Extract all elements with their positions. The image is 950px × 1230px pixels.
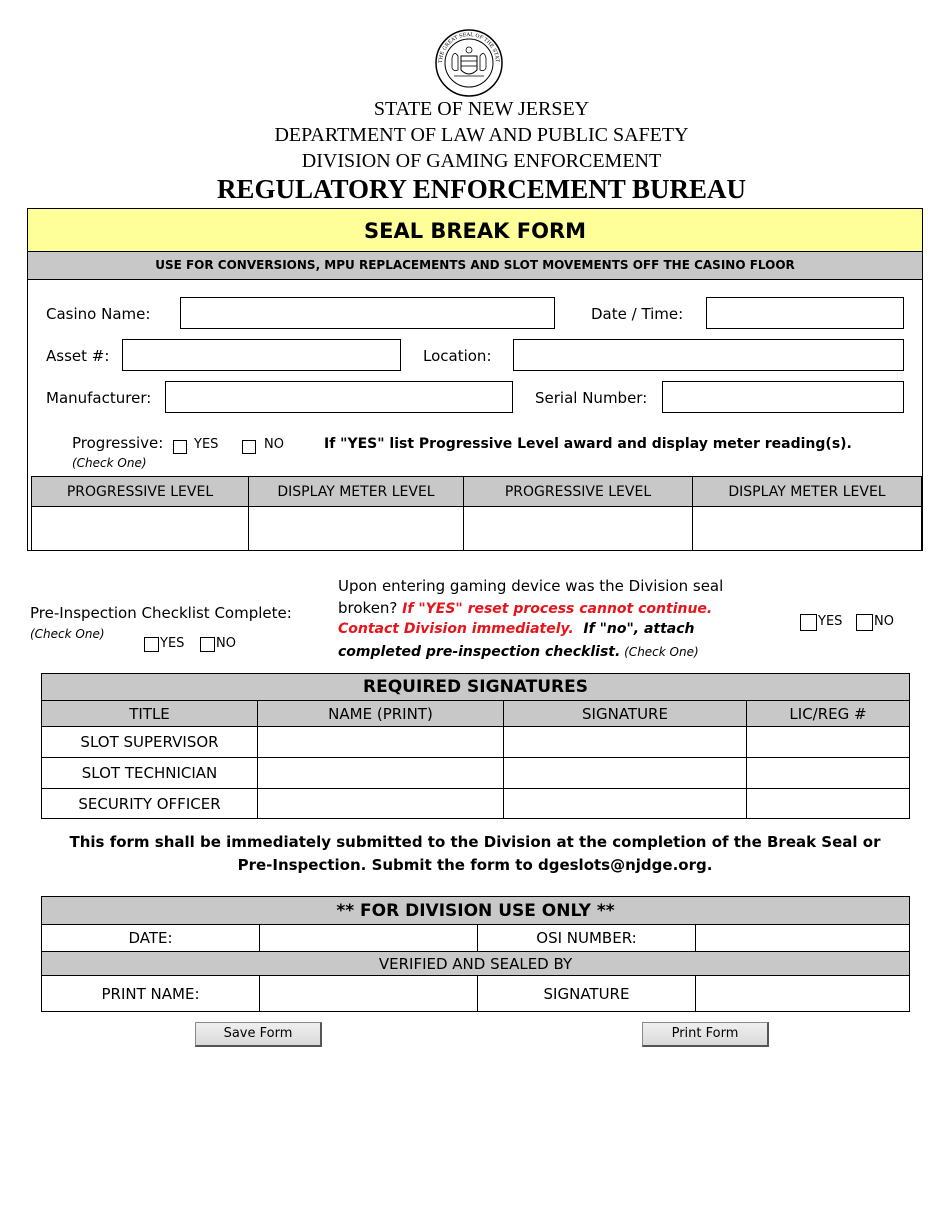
casino-name-label: Casino Name: [46, 305, 151, 323]
serial-number-input[interactable] [662, 381, 904, 413]
display-meter-input-2[interactable] [693, 507, 922, 551]
security-officer-licreg-input[interactable] [747, 789, 910, 819]
slot-technician-name-input[interactable] [258, 758, 504, 789]
seal-question-broken: broken? [338, 599, 403, 617]
display-meter-level-header: DISPLAY METER LEVEL [693, 477, 922, 507]
progressive-level-header: PROGRESSIVE LEVEL [464, 477, 693, 507]
division-print-name-label: PRINT NAME: [42, 976, 260, 1012]
signatures-title-header: TITLE [42, 701, 258, 727]
manufacturer-label: Manufacturer: [46, 389, 152, 407]
progressive-no-label: NO [264, 437, 284, 452]
progressive-yes-label: YES [194, 437, 219, 452]
progressive-label: Progressive: [72, 434, 164, 452]
manufacturer-input[interactable] [165, 381, 513, 413]
display-meter-level-header: DISPLAY METER LEVEL [249, 477, 464, 507]
location-input[interactable] [513, 339, 904, 371]
preinspection-check-one: (Check One) [30, 627, 105, 641]
division-signature-input[interactable] [696, 976, 910, 1012]
table-row [42, 758, 910, 789]
signatures-title: REQUIRED SIGNATURES [42, 674, 910, 701]
table-row [42, 727, 910, 758]
preinspection-no-checkbox[interactable] [200, 637, 215, 652]
seal-broken-yes-checkbox[interactable] [800, 614, 817, 631]
division-date-label: DATE: [42, 925, 260, 952]
progressive-level-header: PROGRESSIVE LEVEL [32, 477, 249, 507]
signatures-licreg-header: LIC/REG # [747, 701, 910, 727]
slot-supervisor-licreg-input[interactable] [747, 727, 910, 758]
seal-broken-yes-label: YES [818, 614, 843, 629]
progressive-note: If "YES" list Progressive Level award and display meter reading(s). [324, 436, 852, 452]
slot-supervisor-signature-input[interactable] [504, 727, 747, 758]
save-form-button[interactable]: Save Form [195, 1022, 322, 1047]
print-form-button[interactable]: Print Form [642, 1022, 769, 1047]
division-verified-label: VERIFIED AND SEALED BY [42, 952, 910, 976]
seal-question-line4 [338, 644, 699, 660]
slot-technician-signature-input[interactable] [504, 758, 747, 789]
seal-broken-no-checkbox[interactable] [856, 614, 873, 631]
signatures-signature-header: SIGNATURE [504, 701, 747, 727]
header-state: STATE OF NEW JERSEY [373, 98, 590, 120]
header-department: DEPARTMENT OF LAW AND PUBLIC SAFETY [274, 124, 689, 146]
security-officer-title: SECURITY OFFICER [42, 789, 258, 819]
security-officer-name-input[interactable] [258, 789, 504, 819]
header-bureau: REGULATORY ENFORCEMENT BUREAU [216, 174, 747, 204]
slot-technician-licreg-input[interactable] [747, 758, 910, 789]
submit-note-line1: This form shall be immediately submitted to the Division at the completion of the Break Seal or [69, 833, 881, 851]
seal-question-contact: Contact Division immediately. [338, 621, 574, 637]
submit-note-line2: Pre-Inspection. Submit the form to dgeslots@njdge.org. [237, 856, 713, 874]
slot-technician-title: SLOT TECHNICIAN [42, 758, 258, 789]
seal-question-line2 [338, 599, 712, 617]
progressive-check-one: (Check One) [72, 456, 147, 470]
division-osi-label: OSI NUMBER: [478, 925, 696, 952]
seal-question-line1: Upon entering gaming device was the Division seal [338, 577, 724, 595]
seal-question-line3 [338, 621, 695, 637]
security-officer-signature-input[interactable] [504, 789, 747, 819]
header-division: DIVISION OF GAMING ENFORCEMENT [301, 150, 662, 172]
date-time-input[interactable] [706, 297, 904, 329]
state-seal-icon [434, 28, 504, 98]
form-subtitle: USE FOR CONVERSIONS, MPU REPLACEMENTS AND SLOT MOVEMENTS OFF THE CASINO FLOOR [28, 252, 922, 280]
serial-number-label: Serial Number: [535, 389, 648, 407]
division-print-name-input[interactable] [260, 976, 478, 1012]
division-title: ** FOR DIVISION USE ONLY ** [42, 897, 910, 925]
progressive-yes-checkbox[interactable] [173, 440, 187, 454]
slot-supervisor-title: SLOT SUPERVISOR [42, 727, 258, 758]
signatures-table [41, 673, 910, 819]
progressive-no-checkbox[interactable] [242, 440, 256, 454]
asset-input[interactable] [122, 339, 401, 371]
progressive-level-input-1[interactable] [32, 507, 249, 551]
asset-label: Asset #: [46, 347, 110, 365]
display-meter-input-1[interactable] [249, 507, 464, 551]
division-use-table [41, 896, 910, 1012]
table-row [42, 789, 910, 819]
division-signature-label: SIGNATURE [478, 976, 696, 1012]
seal-question-check-one: (Check One) [620, 645, 699, 659]
location-label: Location: [423, 347, 492, 365]
slot-supervisor-name-input[interactable] [258, 727, 504, 758]
signatures-name-header: NAME (PRINT) [258, 701, 504, 727]
preinspection-no-label: NO [216, 636, 236, 651]
progressive-level-input-2[interactable] [464, 507, 693, 551]
preinspection-yes-label: YES [160, 636, 185, 651]
seal-question-attach: If "no", attach [573, 621, 695, 637]
form-title: SEAL BREAK FORM [28, 209, 922, 252]
seal-question-warning: If "YES" reset process cannot continue. [402, 601, 713, 617]
svg-text:THE GREAT SEAL OF THE STATE OF: THE GREAT SEAL OF THE STAT [437, 31, 501, 64]
progressive-table [31, 476, 922, 551]
preinspection-label: Pre-Inspection Checklist Complete: [30, 604, 292, 622]
preinspection-yes-checkbox[interactable] [144, 637, 159, 652]
date-time-label: Date / Time: [591, 305, 684, 323]
division-date-input[interactable] [260, 925, 478, 952]
seal-question-checklist: completed pre-inspection checklist. [338, 644, 621, 660]
division-osi-input[interactable] [696, 925, 910, 952]
casino-name-input[interactable] [180, 297, 555, 329]
seal-broken-no-label: NO [874, 614, 894, 629]
